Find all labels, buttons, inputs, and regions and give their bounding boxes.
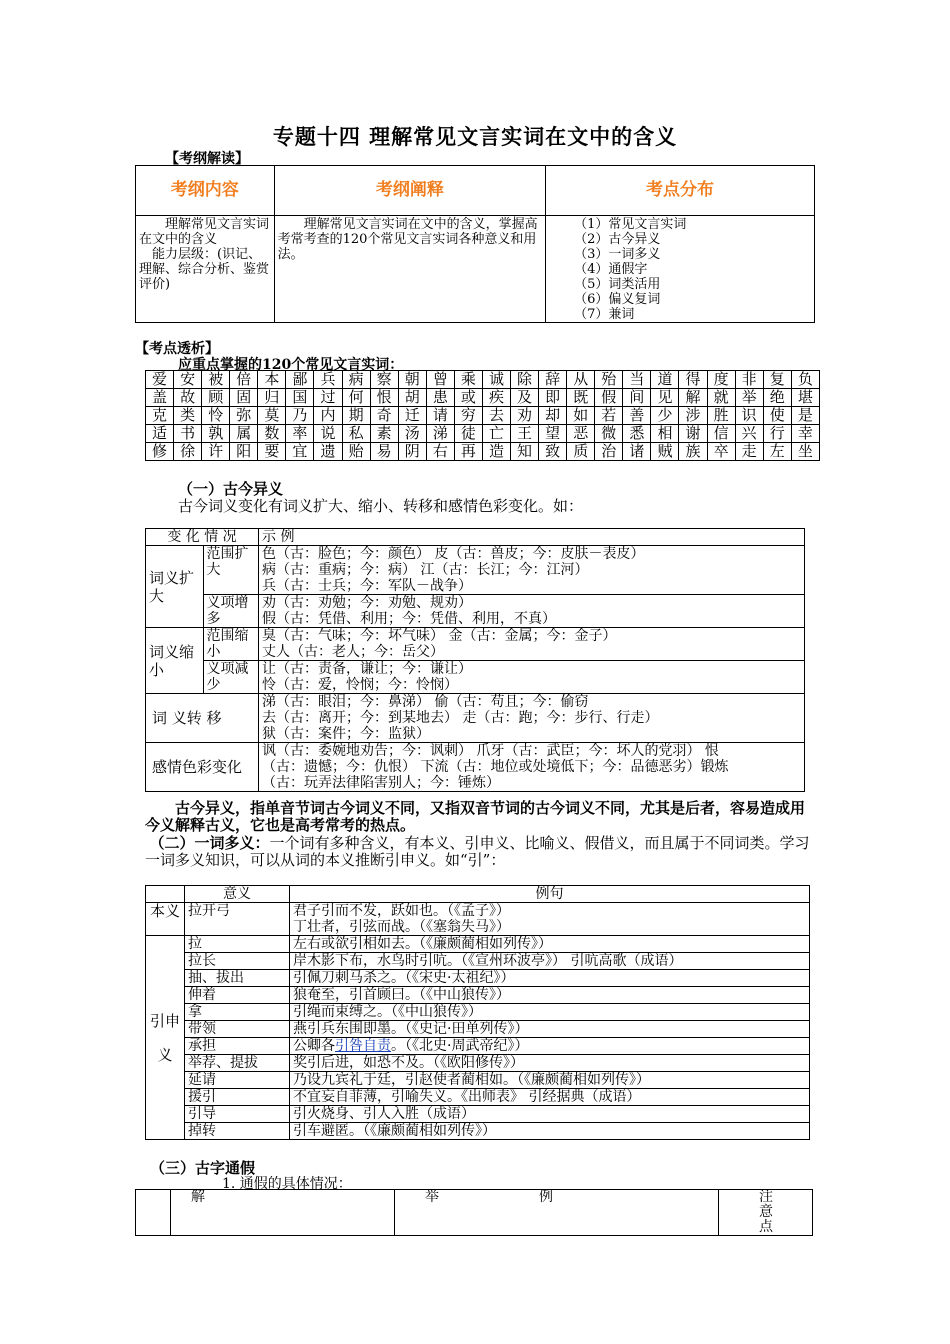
example-line: （古：玩弄法律陷害别人；今：锤炼）	[262, 775, 500, 791]
extended-example: 乃设九宾礼于廷，引赵使者蔺相如。（《廉颇蔺相如列传》）	[290, 1072, 810, 1089]
word-cell: 解	[679, 389, 707, 407]
word-cell: 涉	[679, 407, 707, 425]
word-cell: 得	[679, 371, 707, 389]
extended-example: 不宜妄自菲薄，引喻失义。《出师表》 引经据典（成语）	[290, 1089, 810, 1106]
word-cell: 顾	[202, 389, 230, 407]
word-cell: 徐	[174, 443, 202, 461]
extended-meaning: 掉转	[185, 1123, 290, 1140]
word-cell: 察	[370, 371, 398, 389]
word-cell: 坐	[791, 443, 819, 461]
word-cell: 鄙	[286, 371, 314, 389]
word-cell: 知	[511, 443, 539, 461]
meaning-change-table	[145, 528, 805, 792]
extended-meaning: 拉长	[185, 953, 290, 970]
idiom-link[interactable]: 引咎自责	[335, 1038, 391, 1054]
word-cell: 请	[426, 407, 454, 425]
word-cell: 致	[539, 443, 567, 461]
word-cell: 阳	[230, 443, 258, 461]
word-cell: 治	[595, 443, 623, 461]
word-cell: 兴	[735, 425, 763, 443]
word-cell: 殆	[595, 371, 623, 389]
word-cell: 胜	[707, 407, 735, 425]
word-cell: 遗	[314, 443, 342, 461]
word-cell: 辞	[539, 371, 567, 389]
extended-example: 引车避匿。（《廉颇蔺相如列传》）	[290, 1123, 810, 1140]
syllabus-table	[135, 165, 815, 323]
word-cell: 既	[567, 389, 595, 407]
shrink-label: 词义缩小	[146, 628, 204, 694]
word-cell: 易	[370, 443, 398, 461]
word-cell: 卒	[707, 443, 735, 461]
expand-item-label: 义项增多	[203, 595, 259, 628]
part2-heading: （二）一词多义：	[149, 834, 270, 852]
syllabus-header-points: 考点分布	[546, 166, 815, 216]
word-cell: 安	[174, 371, 202, 389]
word-cell: 亡	[482, 425, 510, 443]
word-cell: 复	[763, 371, 791, 389]
word-cell: 少	[651, 407, 679, 425]
word-cell: 过	[314, 389, 342, 407]
part2-intro: 一个词有多种含义，有本义、引申义、比喻义、假借义，而且属于不同词类。学习一词多义知识，可以从词的本义推断引申义。如“引”：	[145, 834, 810, 869]
extended-example: 狼奄至，引首顾曰。（《中山狼传》）	[290, 987, 810, 1004]
emotion-label: 感情色彩变化	[146, 743, 259, 792]
benyi-meaning: 拉开弓	[185, 903, 290, 936]
example-line: 让（古：责备，谦让；今：谦让）	[262, 661, 472, 677]
extended-meaning: 引导	[185, 1106, 290, 1123]
word-cell: 要	[258, 443, 286, 461]
col-example: 示 例	[259, 529, 805, 546]
section-syllabus-heading: 【考纲解读】	[165, 151, 249, 167]
extended-example: 引佩刀刺马杀之。（《宋史·太祖纪》）	[290, 970, 810, 987]
col-note-a: 注	[759, 1189, 773, 1205]
extended-example: 岸木影下布，水鸟时引吭。（《宣州环波亭》） 引吭高歌（成语）	[290, 953, 810, 970]
word-cell: 堪	[791, 389, 819, 407]
expand-range-label: 范围扩大	[203, 546, 259, 595]
word-cell: 微	[595, 425, 623, 443]
col-sentence: 例句	[290, 886, 810, 903]
syllabus-point: （1）常见文言实词	[574, 217, 687, 232]
word-cell: 类	[174, 407, 202, 425]
extended-meaning: 抽、拔出	[185, 970, 290, 987]
word-cell: 恨	[370, 389, 398, 407]
word-cell: 行	[763, 425, 791, 443]
word-cell: 归	[258, 389, 286, 407]
word-cell: 王	[511, 425, 539, 443]
word-cell: 假	[595, 389, 623, 407]
col-note-c: 点	[759, 1219, 773, 1235]
polysemy-table	[145, 885, 810, 1140]
syllabus-header-explanation: 考纲阐释	[274, 166, 546, 216]
word-cell: 谢	[679, 425, 707, 443]
part1-heading: （一）古今异义	[178, 480, 284, 498]
word-cell: 莫	[258, 407, 286, 425]
word-cell: 兵	[314, 371, 342, 389]
example-line: 怜（古：爱，怜悯；今：怜悯）	[262, 677, 458, 693]
word-cell: 族	[679, 443, 707, 461]
example-line: 涕（古：眼泪；今：鼻涕） 偷（古：苟且；今：偷窃	[262, 694, 589, 710]
word-cell: 见	[651, 389, 679, 407]
word-grid	[145, 370, 820, 461]
example-line: 去（古：离开；今：到某地去） 走（古：跑；今：步行、行走）	[262, 710, 659, 726]
benyi-label: 本义	[146, 903, 185, 936]
extended-example: 引绳而束缚之。（《中山狼传》）	[290, 1004, 810, 1021]
word-cell: 私	[342, 425, 370, 443]
word-cell: 朝	[398, 371, 426, 389]
word-cell: 望	[539, 425, 567, 443]
word-cell: 乘	[454, 371, 482, 389]
extended-example	[290, 1038, 810, 1055]
word-cell: 信	[707, 425, 735, 443]
example-line: 讽（古：委婉地劝告；今：讽刺） 爪牙（古：武臣；今：坏人的党羽） 恨	[262, 743, 719, 759]
word-cell: 期	[342, 407, 370, 425]
example-line: 狱（古：案件；今：监狱）	[262, 726, 430, 742]
word-cell: 故	[174, 389, 202, 407]
word-cell: 穷	[454, 407, 482, 425]
word-cell: 绝	[763, 389, 791, 407]
word-cell: 爱	[146, 371, 174, 389]
extended-meaning: 带领	[185, 1021, 290, 1038]
word-cell: 举	[735, 389, 763, 407]
extended-example: 引火烧身、引人入胜（成语）	[290, 1106, 810, 1123]
word-cell: 贼	[651, 443, 679, 461]
word-cell: 倍	[230, 371, 258, 389]
word-cell: 胡	[398, 389, 426, 407]
word-cell: 再	[454, 443, 482, 461]
example-line: 丈人（古：老人；今：岳父）	[262, 644, 444, 660]
syllabus-explanation-text: 理解常见文言实词在文中的含义，掌握高考常考查的120个常见文言实词各种意义和用法。	[277, 217, 538, 262]
word-cell: 幸	[791, 425, 819, 443]
word-cell: 何	[342, 389, 370, 407]
word-cell: 非	[735, 371, 763, 389]
word-cell: 是	[791, 407, 819, 425]
word-cell: 就	[707, 389, 735, 407]
word-cell: 素	[370, 425, 398, 443]
shift-label: 词 义转 移	[146, 694, 259, 743]
word-cell: 即	[539, 389, 567, 407]
word-cell: 当	[623, 371, 651, 389]
col-change-type: 变 化 情 况	[146, 529, 259, 546]
word-cell: 右	[426, 443, 454, 461]
extended-example: 奖引后进，如恐不及。（《欧阳修传》）	[290, 1055, 810, 1072]
word-cell: 疾	[482, 389, 510, 407]
word-cell: 弥	[230, 407, 258, 425]
word-cell: 负	[791, 371, 819, 389]
word-cell: 涕	[426, 425, 454, 443]
word-cell: 曾	[426, 371, 454, 389]
word-cell: 修	[146, 443, 174, 461]
part1-note: 古今异义，指单音节词古今词义不同，又指双音节词的古今词义不同，尤其是后者，容易造成用今义解释古义，它也是高考常考的热点。	[145, 799, 806, 834]
word-cell: 盖	[146, 389, 174, 407]
word-cell: 徒	[454, 425, 482, 443]
word-cell: 诸	[623, 443, 651, 461]
word-cell: 识	[735, 407, 763, 425]
word-cell: 阴	[398, 443, 426, 461]
expand-label: 词义扩大	[146, 546, 204, 628]
part3-heading: （三）古字通假	[150, 1159, 256, 1177]
syllabus-point: （2）古今异义	[574, 232, 661, 247]
extended-example: 左右或欲引相如去。（《廉颇蔺相如列传》）	[290, 936, 810, 953]
extended-meaning: 伸着	[185, 987, 290, 1004]
word-cell: 道	[651, 371, 679, 389]
col-example-b: 例	[539, 1189, 553, 1205]
col-example-a: 举	[425, 1189, 439, 1205]
word-cell: 除	[511, 371, 539, 389]
example-line: 假（古：凭借、利用；今：凭借、利用，不真）	[262, 611, 556, 627]
syllabus-point: （7）兼词	[574, 307, 635, 322]
syllabus-point: （5）词类活用	[574, 277, 661, 292]
example-line: 兵（古：士兵；今：军队－战争）	[262, 578, 472, 594]
syllabus-content-text: 理解常见文言实词在文中的含义	[139, 217, 270, 247]
word-cell: 悉	[623, 425, 651, 443]
word-cell: 劝	[511, 407, 539, 425]
word-cell: 奇	[370, 407, 398, 425]
word-cell: 如	[567, 407, 595, 425]
word-cell: 属	[230, 425, 258, 443]
example-sentence: 丁壮者，引弦而战。（《塞翁失马》）	[293, 919, 510, 935]
word-cell: 率	[286, 425, 314, 443]
extended-meaning: 举荐、提拔	[185, 1055, 290, 1072]
page-title: 专题十四 理解常见文言实词在文中的含义	[272, 124, 678, 149]
word-cell: 书	[174, 425, 202, 443]
word-cell: 贻	[342, 443, 370, 461]
example-line: （古：遗憾；今：仇恨） 下流（古：地位或处境低下；今：品德恶劣）锻炼	[262, 759, 729, 775]
extended-example: 燕引兵东围即墨。（《史记·田单列传》）	[290, 1021, 810, 1038]
example-sentence: 君子引而不发，跃如也。（《孟子》）	[293, 903, 510, 919]
word-cell: 使	[763, 407, 791, 425]
word-cell: 间	[623, 389, 651, 407]
shrink-range-label: 范围缩小	[203, 628, 259, 661]
word-cell: 左	[763, 443, 791, 461]
extended-meaning: 延请	[185, 1072, 290, 1089]
word-cell: 适	[146, 425, 174, 443]
word-cell: 质	[567, 443, 595, 461]
col-meaning: 意义	[185, 886, 290, 903]
example-line: 病（古：重病；今：病） 江（古：长江；今：江河）	[262, 562, 589, 578]
word-cell: 从	[567, 371, 595, 389]
part2-intro-block	[145, 835, 815, 869]
example-line: 劝（古：劝勉；今：劝勉、规劝）	[262, 595, 472, 611]
part1-intro: 古今词义变化有词义扩大、缩小、转移和感情色彩变化。如：	[178, 497, 584, 515]
word-cell: 去	[482, 407, 510, 425]
word-cell: 怜	[202, 407, 230, 425]
col-explain: 解	[171, 1190, 395, 1236]
word-cell: 诚	[482, 371, 510, 389]
section-analysis-heading: 【考点透析】	[135, 341, 219, 357]
syllabus-point: （6）偏义复词	[574, 292, 661, 307]
word-cell: 及	[511, 389, 539, 407]
word-cell: 内	[314, 407, 342, 425]
example-prefix: 公卿各	[293, 1038, 335, 1054]
part3-sub: 1. 通假的具体情况：	[222, 1176, 352, 1192]
extended-meaning: 援引	[185, 1089, 290, 1106]
word-cell: 走	[735, 443, 763, 461]
word-cell: 度	[707, 371, 735, 389]
word-cell: 却	[539, 407, 567, 425]
word-cell: 许	[202, 443, 230, 461]
word-cell: 造	[482, 443, 510, 461]
word-cell: 孰	[202, 425, 230, 443]
word-cell: 病	[342, 371, 370, 389]
syllabus-ability-text: 能力层级：(识记、理解、综合分析、鉴赏评价)	[139, 247, 270, 292]
col-note-b: 意	[759, 1204, 773, 1220]
word-cell: 本	[258, 371, 286, 389]
word-cell: 相	[651, 425, 679, 443]
example-line: 色（古：脸色；今：颜色） 皮（古：兽皮；今：皮肤－表皮）	[262, 546, 645, 562]
syllabus-point: （3）一词多义	[574, 247, 661, 262]
extended-meaning: 拉	[185, 936, 290, 953]
tongjia-table	[135, 1189, 813, 1236]
example-suffix: 。（《北史·周武帝纪》）	[391, 1038, 529, 1054]
word-cell: 固	[230, 389, 258, 407]
word-list-intro: 应重点掌握的120个常见文言实词：	[178, 357, 404, 373]
extended-meaning: 承担	[185, 1038, 290, 1055]
word-cell: 乃	[286, 407, 314, 425]
word-cell: 恶	[567, 425, 595, 443]
word-cell: 或	[454, 389, 482, 407]
word-cell: 汤	[398, 425, 426, 443]
word-cell: 善	[623, 407, 651, 425]
shrink-item-label: 义项减少	[203, 661, 259, 694]
syllabus-point: （4）通假字	[574, 262, 648, 277]
word-cell: 国	[286, 389, 314, 407]
word-cell: 迁	[398, 407, 426, 425]
word-cell: 被	[202, 371, 230, 389]
syllabus-header-content: 考纲内容	[136, 166, 275, 216]
word-cell: 若	[595, 407, 623, 425]
yinshen-label: 引申义	[146, 936, 185, 1140]
word-cell: 患	[426, 389, 454, 407]
word-cell: 宜	[286, 443, 314, 461]
example-line: 臭（古：气味；今：坏气味） 金（古：金属；今：金子）	[262, 628, 617, 644]
word-cell: 数	[258, 425, 286, 443]
word-cell: 克	[146, 407, 174, 425]
extended-meaning: 拿	[185, 1004, 290, 1021]
word-cell: 说	[314, 425, 342, 443]
